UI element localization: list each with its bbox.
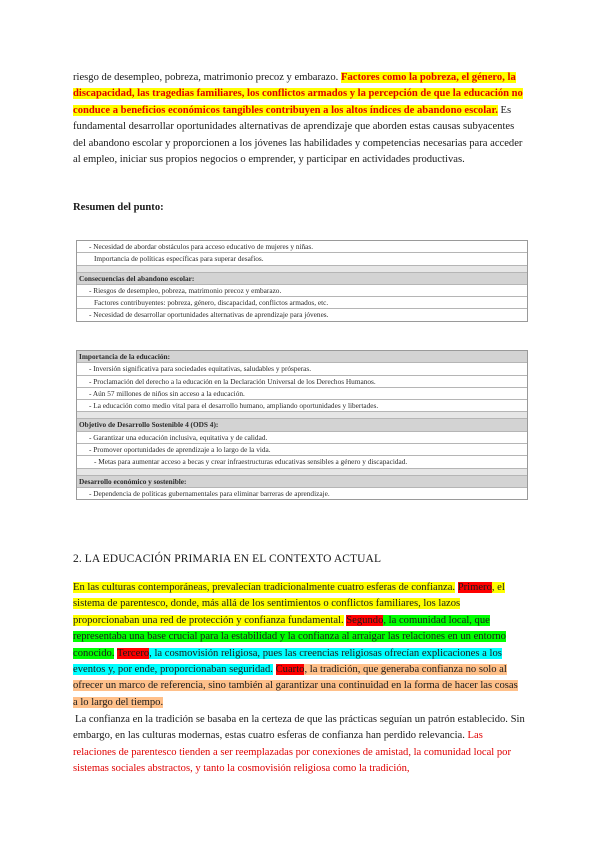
table-row: - Garantizar una educación inclusiva, equitativa y de calidad. xyxy=(77,432,527,444)
table-section-header: Importancia de la educación: xyxy=(77,351,527,363)
table-row: Factores contribuyentes: pobreza, género, discapacidad, conflictos armados, etc. xyxy=(77,297,527,309)
table-row: - Riesgos de desempleo, pobreza, matrimonio precoz y embarazo. xyxy=(77,285,527,297)
table-row: - Necesidad de desarrollar oportunidades alternativas de aprendizaje para jóvenes. xyxy=(89,310,329,320)
red-text: Las relaciones de parentesco tienden a ser reemplazadas por conexiones de amistad, la comunidad local por sistemas sociales abstractos, y tanto la cosmovisión religiosa como la tradición, xyxy=(73,730,511,775)
table-spacer-row xyxy=(77,412,527,419)
highlighted-text: , la comunidad local, que representaba una base crucial para la estabilidad y la confianza al arraigar las relaciones en un entorno conocido. xyxy=(73,614,506,659)
table-section-header: Objetivo de Desarrollo Sostenible 4 (ODS 4): xyxy=(77,419,527,431)
paragraph-text: riesgo de desempleo, pobreza, matrimonio precoz y embarazo. xyxy=(73,72,341,83)
table-section-header: Consecuencias del abandono escolar: xyxy=(77,273,527,285)
highlighted-word: Cuarto xyxy=(275,664,305,676)
table-row: - Metas para aumentar acceso a becas y crear infraestructuras educativas sensibles a género y discapacidad. xyxy=(77,456,527,468)
table-row: - Necesidad de abordar obstáculos para acceso educativo de mujeres y niñas. xyxy=(77,241,527,253)
paragraph-text: La confianza en la tradición se basaba en la certeza de que las prácticas seguían un patrón establecido. Sin embargo, en las culturas modernas, estas cuatro esferas de confianza han perdido relevancia. xyxy=(73,714,525,742)
table-row: - Dependencia de políticas gubernamentales para eliminar barreras de aprendizaje. xyxy=(89,488,330,498)
table-spacer-row xyxy=(77,266,527,273)
table-spacer-row xyxy=(77,469,527,476)
paragraph-tradicion xyxy=(73,712,525,778)
table-row: Importancia de políticas específicas para superar desafíos. xyxy=(77,253,527,265)
highlighted-word: Segundo xyxy=(346,614,384,626)
highlighted-word: Primero xyxy=(457,582,492,593)
summary-table-2 xyxy=(76,350,528,500)
section-title: 2. LA EDUCACIÓN PRIMARIA EN EL CONTEXTO ACTUAL xyxy=(73,553,382,565)
highlighted-word: Tercero xyxy=(116,647,150,659)
highlighted-text: En las culturas contemporáneas, prevalecían tradicionalmente cuatro esferas de confianza. xyxy=(73,582,456,593)
table-section-header: Desarrollo económico y sostenible: xyxy=(77,476,527,488)
table-row: - Proclamación del derecho a la educación en la Declaración Universal de los Derechos Humanos. xyxy=(77,376,527,388)
highlighted-text: , la tradición, que generaba confianza no solo al ofrecer un marco de referencia, sino también al garantizar una continuidad en la forma de hacer las cosas a lo largo del tiempo. xyxy=(73,664,518,708)
summary-table-1 xyxy=(76,240,528,322)
highlighted-text: Factores como la pobreza, el género, la discapacidad, las tragedias familiares, los conflictos armados y la percepción de que la educación no conduce a beneficios económicos tangibles contribuyen a los altos índices de abandono escolar. xyxy=(73,72,523,116)
table-row: - La educación como medio vital para el desarrollo humano, ampliando oportunidades y libertades. xyxy=(77,400,527,412)
paragraph-text: Es fundamental desarrollar oportunidades alternativas de aprendizaje que aborden estas causas subyacentes del abandono escolar y proporcionen a los jóvenes las habilidades y competencias necesarias para acceder al empleo, iniciar sus propios negocios o emprender, y participar en actividades productivas. xyxy=(73,104,523,166)
paragraph-confianza xyxy=(73,580,525,711)
summary-heading: Resumen del punto: xyxy=(73,202,164,213)
paragraph-abandono xyxy=(73,70,525,168)
table-row: - Aún 57 millones de niños sin acceso a la educación. xyxy=(77,388,527,400)
highlighted-text: , la cosmovisión religiosa, pues las creencias religiosas ofrecían explicaciones a los eventos y, por ende, proporcionaban seguridad. xyxy=(73,647,502,676)
highlighted-text: , el sistema de parentesco, donde, más allá de los sentimientos o conflictos familiares, los lazos proporcionaban una red de protección y confianza fundamental. xyxy=(73,582,505,626)
table-row: - Promover oportunidades de aprendizaje a lo largo de la vida. xyxy=(77,444,527,456)
table-row: - Inversión significativa para sociedades equitativas, saludables y prósperas. xyxy=(77,363,527,375)
